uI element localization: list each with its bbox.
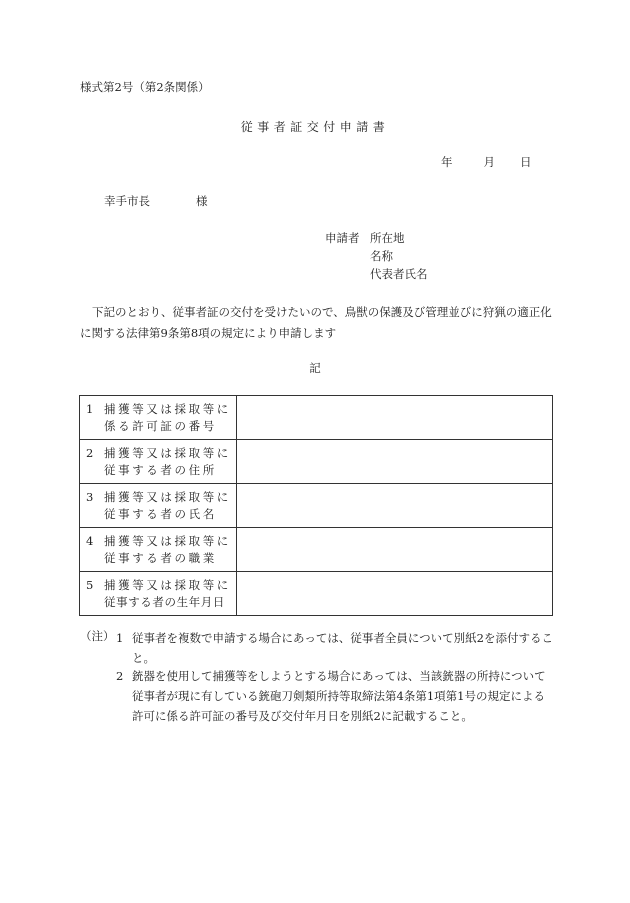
item-value-permit-number[interactable] — [237, 396, 553, 440]
application-statement: 下記のとおり、従事者証の交付を受けたいので、鳥獣の保護及び管理並びに狩猟の適正化に関する法律第9条第8項の規定により申請します — [80, 305, 552, 340]
table-row — [80, 528, 553, 572]
item-value-occupation[interactable] — [237, 528, 553, 572]
date-day: 日 — [520, 155, 532, 169]
item-number: 1 — [86, 401, 94, 416]
table-row — [80, 396, 553, 440]
addressee-honorific: 様 — [196, 194, 208, 208]
item-label-line2: 従事する者の氏名 — [104, 506, 217, 521]
note-text: 銃器を使用して捕獲等をしようとする場合にあっては、当該銃器の所持について従事者が現に有している銃砲刀剣類所持等取締法第4条第1項第1号の規定による許可に係る許可証の番号及び交付年月日を別紙2に記載すること。 — [132, 669, 546, 723]
ki-heading: 記 — [309, 361, 321, 375]
form-number: 様式第2号（第2条関係） — [80, 80, 210, 94]
note-item — [116, 628, 554, 668]
note-number: 1 — [116, 631, 124, 645]
note-number: 2 — [116, 669, 124, 683]
document-title: 従事者証交付申請書 — [240, 120, 390, 134]
item-label-cell — [80, 484, 237, 528]
notes-label: （注） — [80, 629, 115, 643]
item-value-birthdate[interactable] — [237, 572, 553, 616]
item-label-cell — [80, 440, 237, 484]
applicant-role: 申請者 — [325, 231, 360, 245]
item-number: 5 — [86, 577, 94, 592]
date-line — [441, 154, 532, 170]
item-label-line1: 捕獲等又は採取等に — [104, 445, 231, 460]
addressee — [104, 193, 208, 209]
item-number: 2 — [86, 445, 94, 460]
table-row — [80, 484, 553, 528]
item-number: 4 — [86, 533, 94, 548]
table-row — [80, 440, 553, 484]
item-number: 3 — [86, 489, 94, 504]
item-label-line2: 従事する者の住所 — [104, 462, 217, 477]
item-value-name[interactable] — [237, 484, 553, 528]
item-label-cell — [80, 528, 237, 572]
item-label-line2: 従事する者の職業 — [104, 550, 217, 565]
date-year: 年 — [441, 155, 453, 169]
item-label-cell — [80, 396, 237, 440]
item-label-cell — [80, 572, 237, 616]
date-month: 月 — [483, 155, 495, 169]
applicant-field-name: 名称 — [370, 249, 393, 263]
note-item — [116, 666, 554, 726]
item-label-line2: 従事する者の生年月日 — [104, 594, 225, 609]
item-label-line1: 捕獲等又は採取等に — [104, 489, 231, 504]
note-text: 従事者を複数で申請する場合にあっては、従事者全員について別紙2を添付すること。 — [132, 631, 553, 665]
applicant-fields — [370, 230, 428, 284]
items-table — [79, 395, 553, 616]
table-row — [80, 572, 553, 616]
item-label-line1: 捕獲等又は採取等に — [104, 401, 231, 416]
applicant-field-address: 所在地 — [370, 231, 405, 245]
item-value-address[interactable] — [237, 440, 553, 484]
item-label-line1: 捕獲等又は採取等に — [104, 577, 231, 592]
addressee-name: 幸手市長 — [104, 194, 150, 208]
item-label-line2: 係る許可証の番号 — [104, 418, 217, 433]
applicant-field-representative: 代表者氏名 — [370, 267, 428, 281]
item-label-line1: 捕獲等又は採取等に — [104, 533, 231, 548]
